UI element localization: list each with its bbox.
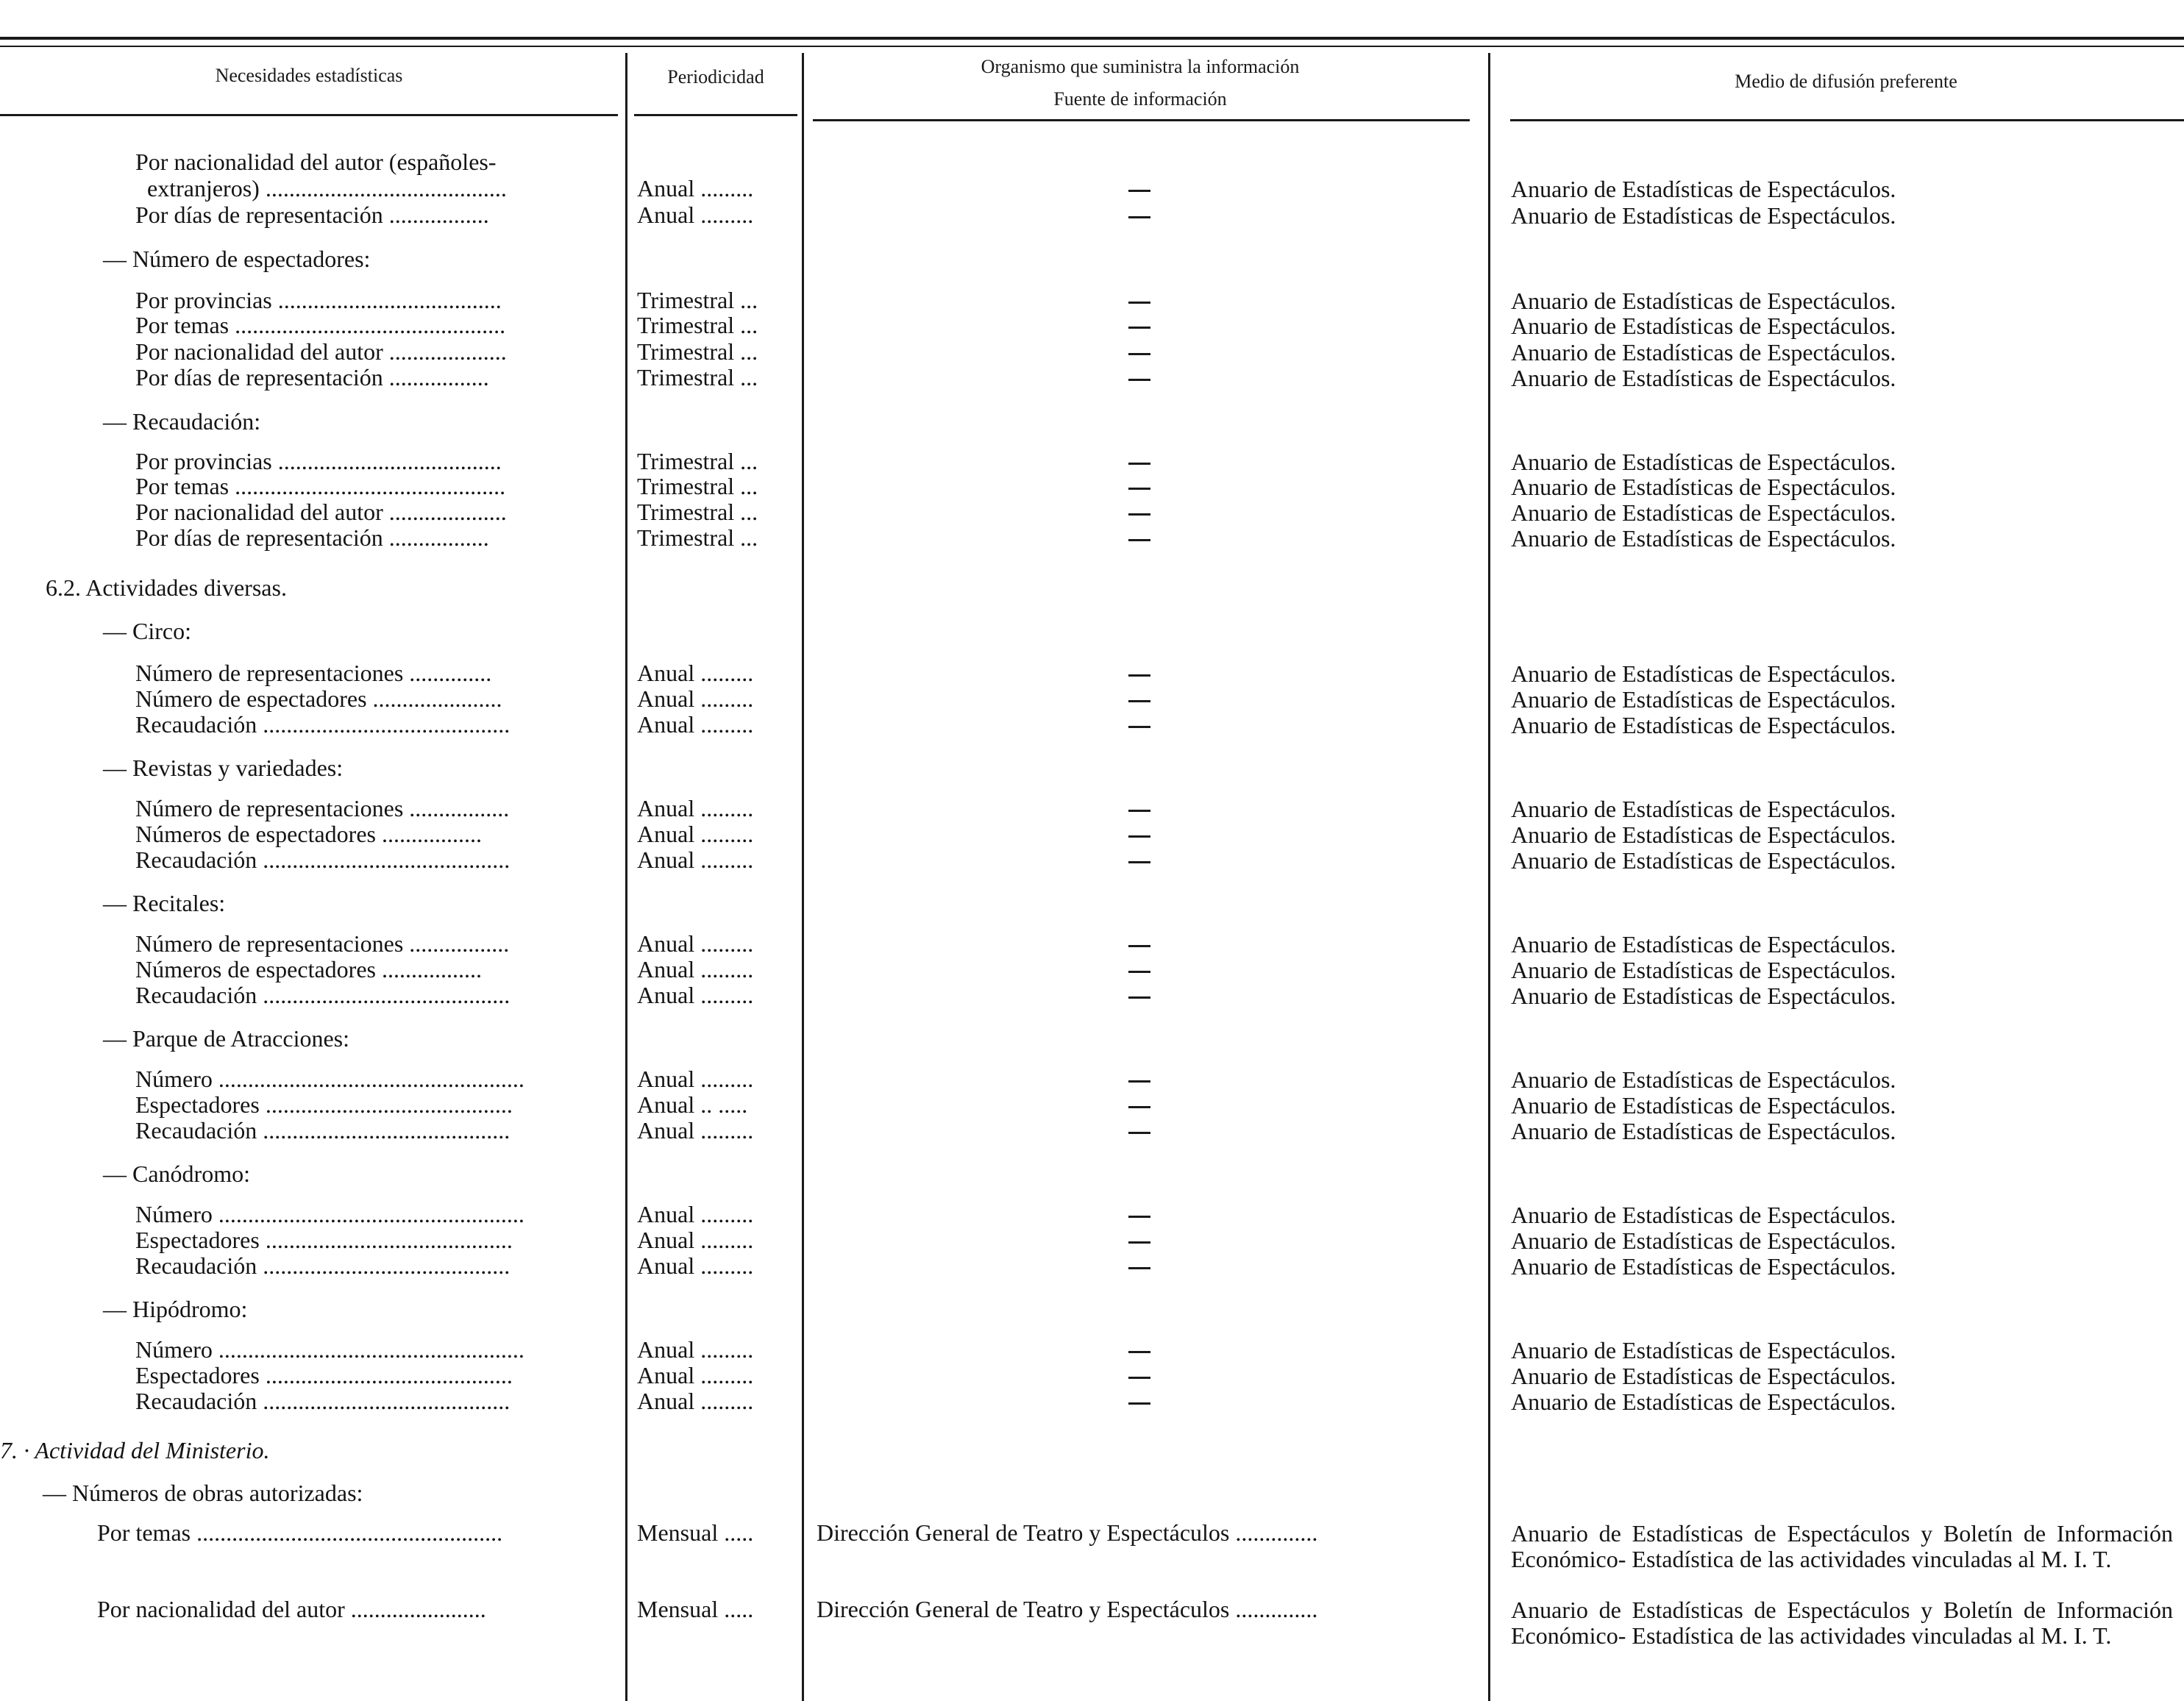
- row-25-medio: Anuario de Estadísticas de Espectáculos.: [1511, 983, 1896, 1009]
- row-2-periodicidad: Anual .........: [637, 202, 754, 228]
- row-6-label: Por nacionalidad del autor ....................: [135, 338, 507, 365]
- row-19-label: Número de representaciones .................: [135, 795, 510, 821]
- row-10-organismo-dash: [1128, 488, 1150, 490]
- row-10-label: Por temas ..............................................: [135, 473, 506, 499]
- row-4-periodicidad: Trimestral ...: [637, 287, 758, 313]
- row-10-periodicidad: Trimestral ...: [637, 473, 758, 499]
- row-36-medio: Anuario de Estadísticas de Espectáculos.: [1511, 1363, 1896, 1389]
- row-15-periodicidad: Anual .........: [637, 660, 754, 686]
- row-36-label: Espectadores ..........................................: [135, 1362, 513, 1388]
- column-rule-1: [625, 53, 627, 1701]
- row-29-organismo-dash: [1128, 1132, 1150, 1134]
- row-27-organismo-dash: [1128, 1080, 1150, 1083]
- row-9-organismo-dash: [1128, 463, 1150, 465]
- row-37-label: Recaudación ..........................................: [135, 1388, 511, 1414]
- row-41-periodicidad: Mensual .....: [637, 1596, 754, 1622]
- row-8-label: — Recaudación:: [103, 408, 261, 435]
- row-31-organismo-dash: [1128, 1216, 1150, 1218]
- row-24-periodicidad: Anual .........: [637, 956, 754, 983]
- header-necesidades: Necesidades estadísticas: [215, 65, 403, 86]
- row-17-label: Recaudación ..........................................: [135, 711, 511, 738]
- row-33-medio: Anuario de Estadísticas de Espectáculos.: [1511, 1253, 1896, 1280]
- top-rule-thick: [0, 37, 2184, 40]
- row-36-organismo-dash: [1128, 1377, 1150, 1379]
- row-14-label: — Circo:: [103, 618, 191, 644]
- row-32-medio: Anuario de Estadísticas de Espectáculos.: [1511, 1227, 1896, 1254]
- row-29-medio: Anuario de Estadísticas de Espectáculos.: [1511, 1118, 1896, 1144]
- row-18-label: — Revistas y variedades:: [103, 755, 344, 781]
- row-4-organismo-dash: [1128, 302, 1150, 304]
- row-35-organismo-dash: [1128, 1351, 1150, 1353]
- row-23-organismo-dash: [1128, 945, 1150, 947]
- row-9-label: Por provincias ......................................: [135, 448, 502, 474]
- row-19-periodicidad: Anual .........: [637, 795, 754, 821]
- row-34-label: — Hipódromo:: [103, 1296, 248, 1322]
- row-11-label: Por nacionalidad del autor ....................: [135, 499, 507, 525]
- row-38-label: 7. · Actividad del Ministerio.: [0, 1437, 270, 1463]
- row-5-periodicidad: Trimestral ...: [637, 312, 758, 338]
- row-6-periodicidad: Trimestral ...: [637, 338, 758, 365]
- row-31-periodicidad: Anual .........: [637, 1201, 754, 1227]
- row-31-medio: Anuario de Estadísticas de Espectáculos.: [1511, 1202, 1896, 1228]
- row-3-label: — Número de espectadores:: [103, 246, 371, 272]
- row-11-periodicidad: Trimestral ...: [637, 499, 758, 525]
- row-27-medio: Anuario de Estadísticas de Espectáculos.: [1511, 1066, 1896, 1093]
- row-5-label: Por temas ..............................................: [135, 312, 506, 338]
- row-27-label: Número ....................................................: [135, 1066, 524, 1092]
- header-underline-col1: [0, 114, 618, 116]
- header-periodicidad: Periodicidad: [667, 66, 764, 88]
- row-6-organismo-dash: [1128, 353, 1150, 355]
- row-1-medio: Anuario de Estadísticas de Espectáculos.: [1511, 176, 1896, 202]
- row-32-organismo-dash: [1128, 1241, 1150, 1244]
- header-underline-col3: [813, 119, 1470, 121]
- row-21-organismo-dash: [1128, 861, 1150, 863]
- row-24-organismo-dash: [1128, 971, 1150, 973]
- column-rule-3: [1488, 53, 1490, 1701]
- row-17-organismo-dash: [1128, 726, 1150, 728]
- row-17-periodicidad: Anual .........: [637, 711, 754, 738]
- row-4-label: Por provincias ......................................: [135, 287, 502, 313]
- row-28-organismo-dash: [1128, 1106, 1150, 1108]
- row-17-medio: Anuario de Estadísticas de Espectáculos.: [1511, 712, 1896, 738]
- row-39-label: — Números de obras autorizadas:: [43, 1480, 363, 1506]
- row-31-label: Número ....................................................: [135, 1201, 524, 1227]
- row-11-medio: Anuario de Estadísticas de Espectáculos.: [1511, 499, 1896, 526]
- row-9-periodicidad: Trimestral ...: [637, 448, 758, 474]
- row-40-periodicidad: Mensual .....: [637, 1519, 754, 1546]
- row-10-medio: Anuario de Estadísticas de Espectáculos.: [1511, 474, 1896, 500]
- row-33-periodicidad: Anual .........: [637, 1252, 754, 1279]
- row-0-label: Por nacionalidad del autor (españoles-: [135, 149, 497, 175]
- row-19-medio: Anuario de Estadísticas de Espectáculos.: [1511, 796, 1896, 822]
- header-underline-col4: [1510, 119, 2184, 121]
- row-35-label: Número ....................................................: [135, 1336, 524, 1363]
- row-41-medio: Anuario de Estadísticas de Espectáculos y Boletín de Información Económico- Estadística de las actividades vinculadas al M. I. T.: [1511, 1597, 2173, 1649]
- row-12-organismo-dash: [1128, 539, 1150, 541]
- row-7-medio: Anuario de Estadísticas de Espectáculos.: [1511, 365, 1896, 391]
- row-35-periodicidad: Anual .........: [637, 1336, 754, 1363]
- row-33-label: Recaudación ..........................................: [135, 1252, 511, 1279]
- row-28-periodicidad: Anual .. .....: [637, 1091, 748, 1118]
- row-41-label: Por nacionalidad del autor .......................: [97, 1596, 486, 1622]
- row-26-label: — Parque de Atracciones:: [103, 1025, 349, 1052]
- row-27-periodicidad: Anual .........: [637, 1066, 754, 1092]
- row-16-periodicidad: Anual .........: [637, 685, 754, 712]
- row-21-periodicidad: Anual .........: [637, 846, 754, 873]
- row-15-medio: Anuario de Estadísticas de Espectáculos.: [1511, 660, 1896, 687]
- row-13-label: 6.2. Actividades diversas.: [46, 574, 287, 601]
- row-2-medio: Anuario de Estadísticas de Espectáculos.: [1511, 202, 1896, 229]
- row-24-label: Números de espectadores .................: [135, 956, 482, 983]
- row-37-periodicidad: Anual .........: [637, 1388, 754, 1414]
- row-25-organismo-dash: [1128, 996, 1150, 999]
- row-7-label: Por días de representación .................: [135, 364, 489, 391]
- row-1-label: extranjeros) .........................................: [147, 175, 507, 202]
- row-28-medio: Anuario de Estadísticas de Espectáculos.: [1511, 1092, 1896, 1119]
- row-9-medio: Anuario de Estadísticas de Espectáculos.: [1511, 449, 1896, 475]
- row-7-periodicidad: Trimestral ...: [637, 364, 758, 391]
- row-32-periodicidad: Anual .........: [637, 1227, 754, 1253]
- row-7-organismo-dash: [1128, 379, 1150, 381]
- row-35-medio: Anuario de Estadísticas de Espectáculos.: [1511, 1337, 1896, 1363]
- row-37-organismo-dash: [1128, 1402, 1150, 1405]
- row-23-periodicidad: Anual .........: [637, 930, 754, 957]
- row-2-organismo-dash: [1128, 216, 1150, 218]
- row-1-periodicidad: Anual .........: [637, 175, 754, 202]
- top-rule-thin: [0, 46, 2184, 47]
- row-16-label: Número de espectadores ......................: [135, 685, 502, 712]
- header-underline-col2: [634, 114, 797, 116]
- row-5-organismo-dash: [1128, 327, 1150, 329]
- row-12-label: Por días de representación .................: [135, 524, 489, 551]
- column-rule-2: [802, 53, 804, 1701]
- row-20-periodicidad: Anual .........: [637, 821, 754, 847]
- row-16-medio: Anuario de Estadísticas de Espectáculos.: [1511, 686, 1896, 713]
- row-11-organismo-dash: [1128, 513, 1150, 516]
- row-12-periodicidad: Trimestral ...: [637, 524, 758, 551]
- row-29-periodicidad: Anual .........: [637, 1117, 754, 1144]
- row-28-label: Espectadores ..........................................: [135, 1091, 513, 1118]
- row-6-medio: Anuario de Estadísticas de Espectáculos.: [1511, 339, 1896, 365]
- row-21-medio: Anuario de Estadísticas de Espectáculos.: [1511, 847, 1896, 874]
- row-36-periodicidad: Anual .........: [637, 1362, 754, 1388]
- row-21-label: Recaudación ..........................................: [135, 846, 511, 873]
- row-40-medio: Anuario de Estadísticas de Espectáculos y Boletín de Información Económico- Estadística de las actividades vinculadas al M. I. T.: [1511, 1520, 2173, 1572]
- row-40-organismo: Dirección General de Teatro y Espectáculos ..............: [817, 1519, 1318, 1546]
- header-fuente: Fuente de información: [1053, 88, 1227, 110]
- row-12-medio: Anuario de Estadísticas de Espectáculos.: [1511, 525, 1896, 552]
- row-15-label: Número de representaciones ..............: [135, 660, 492, 686]
- row-41-organismo: Dirección General de Teatro y Espectáculos ..............: [817, 1596, 1318, 1622]
- row-30-label: — Canódromo:: [103, 1160, 250, 1187]
- row-19-organismo-dash: [1128, 810, 1150, 812]
- row-5-medio: Anuario de Estadísticas de Espectáculos.: [1511, 313, 1896, 339]
- row-25-periodicidad: Anual .........: [637, 982, 754, 1008]
- header-organismo: Organismo que suministra la información: [981, 56, 1300, 77]
- header-medio: Medio de difusión preferente: [1735, 71, 1957, 92]
- row-2-label: Por días de representación .................: [135, 202, 489, 228]
- row-22-label: — Recitales:: [103, 890, 226, 916]
- row-29-label: Recaudación ..........................................: [135, 1117, 511, 1144]
- row-16-organismo-dash: [1128, 700, 1150, 702]
- row-23-label: Número de representaciones .................: [135, 930, 510, 957]
- row-40-label: Por temas ....................................................: [97, 1519, 503, 1546]
- row-37-medio: Anuario de Estadísticas de Espectáculos.: [1511, 1388, 1896, 1415]
- row-1-organismo-dash: [1128, 190, 1150, 192]
- row-20-label: Números de espectadores .................: [135, 821, 482, 847]
- row-32-label: Espectadores ..........................................: [135, 1227, 513, 1253]
- row-20-medio: Anuario de Estadísticas de Espectáculos.: [1511, 821, 1896, 848]
- row-25-label: Recaudación ..........................................: [135, 982, 511, 1008]
- row-4-medio: Anuario de Estadísticas de Espectáculos.: [1511, 288, 1896, 314]
- row-15-organismo-dash: [1128, 674, 1150, 677]
- row-24-medio: Anuario de Estadísticas de Espectáculos.: [1511, 957, 1896, 983]
- row-33-organismo-dash: [1128, 1267, 1150, 1269]
- row-23-medio: Anuario de Estadísticas de Espectáculos.: [1511, 931, 1896, 958]
- row-20-organismo-dash: [1128, 835, 1150, 838]
